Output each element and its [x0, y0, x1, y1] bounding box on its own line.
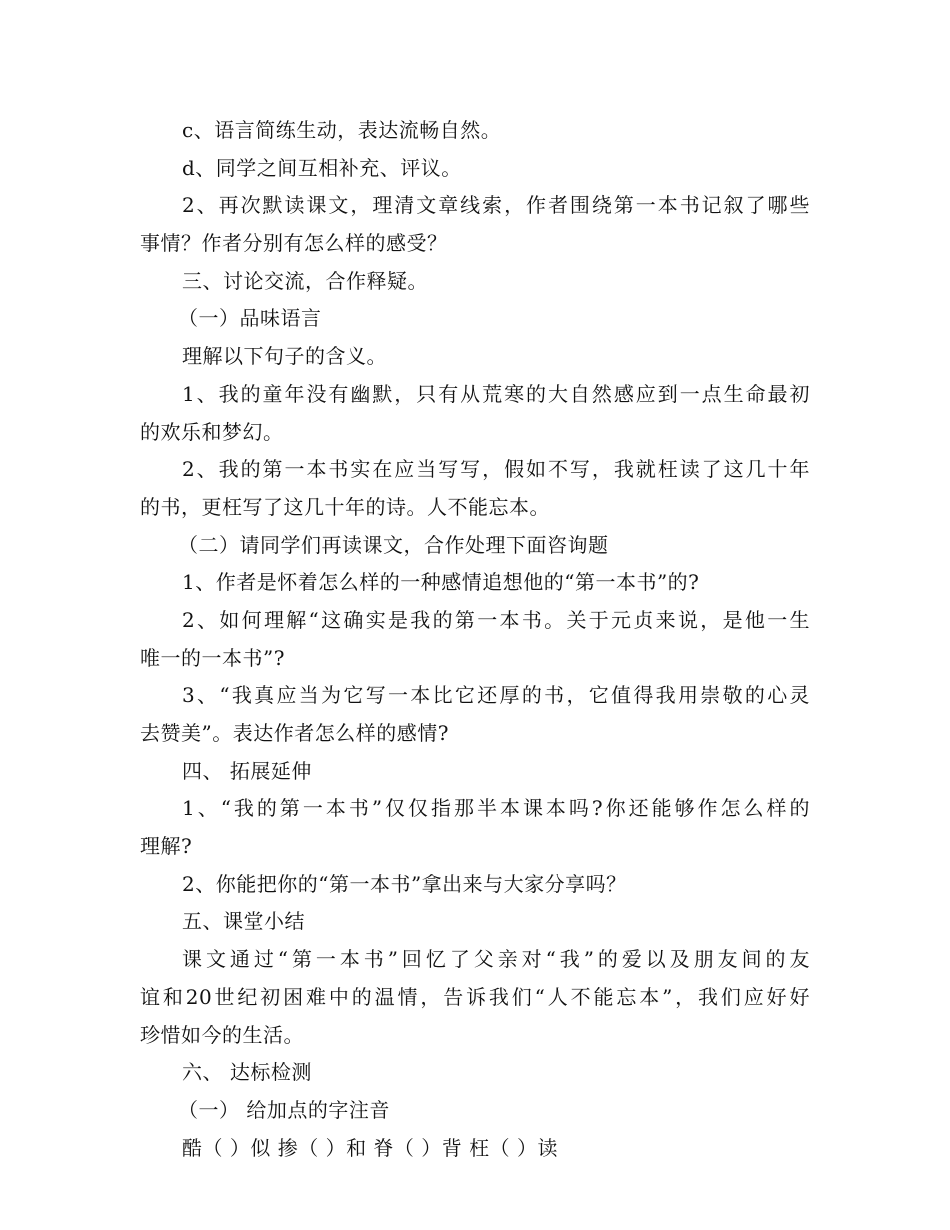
text-line: 珍惜如今的生活。 — [140, 1022, 304, 1047]
section-heading: 三、讨论交流，合作释疑。 — [182, 268, 428, 293]
subsection-heading: （二）请同学们再读课文，合作处理下面咨询题 — [178, 532, 609, 557]
text-line: 理解以下句子的含义。 — [182, 344, 387, 369]
text-line: 谊和20世纪初困难中的温情，告诉我们“人不能忘本”，我们应好好 — [140, 984, 810, 1009]
text-line: 2、如何理解“这确实是我的第一本书。关于元贞来说，是他一生 — [182, 607, 810, 632]
text-line: 2、我的第一本书实在应当写写，假如不写，我就枉读了这几十年 — [182, 457, 810, 482]
text-line: 1、作者是怀着怎么样的一种感情追想他的“第一本书”的? — [182, 570, 700, 595]
section-heading: 四、 拓展延伸 — [182, 758, 312, 783]
subsection-heading: （一）品味语言 — [178, 306, 322, 331]
text-line: 1、我的童年没有幽默，只有从荒寒的大自然感应到一点生命最初 — [182, 381, 810, 406]
section-heading: 五、课堂小结 — [182, 909, 305, 934]
text-line: 的书，更枉写了这几十年的诗。人不能忘本。 — [140, 494, 550, 519]
subsection-heading: （一） 给加点的字注音 — [178, 1097, 390, 1122]
text-line: 去赞美”。表达作者怎么样的感情? — [140, 721, 449, 745]
document-page — [140, 112, 810, 1167]
text-line: 2、你能把你的“第一本书”拿出来与大家分享吗？ — [182, 871, 627, 896]
text-line: d、同学之间互相补充、评议。 — [182, 155, 462, 180]
text-line: 课文通过“第一本书”回忆了父亲对“我”的爱以及朋友间的友 — [182, 947, 810, 972]
text-line: 理解? — [140, 834, 193, 859]
text-line: 事情？作者分别有怎么样的感受？ — [140, 231, 448, 256]
exercise-line: 酷（ ）似 掺（ ）和 脊（ ）背 枉（ ）读 — [182, 1135, 559, 1160]
text-line: 的欢乐和梦幻。 — [140, 419, 284, 444]
text-line: 1、“我的第一本书”仅仅指那半本课本吗?你还能够作怎么样的 — [182, 796, 810, 821]
text-line: 3、“我真应当为它写一本比它还厚的书，它值得我用崇敬的心灵 — [182, 683, 810, 708]
text-line: 唯一的一本书”? — [140, 645, 285, 670]
text-line: 2、再次默读课文，理清文章线索，作者围绕第一本书记叙了哪些 — [182, 193, 810, 218]
section-heading: 六、 达标检测 — [182, 1060, 312, 1085]
text-line: c、语言简练生动，表达流畅自然。 — [182, 118, 502, 142]
